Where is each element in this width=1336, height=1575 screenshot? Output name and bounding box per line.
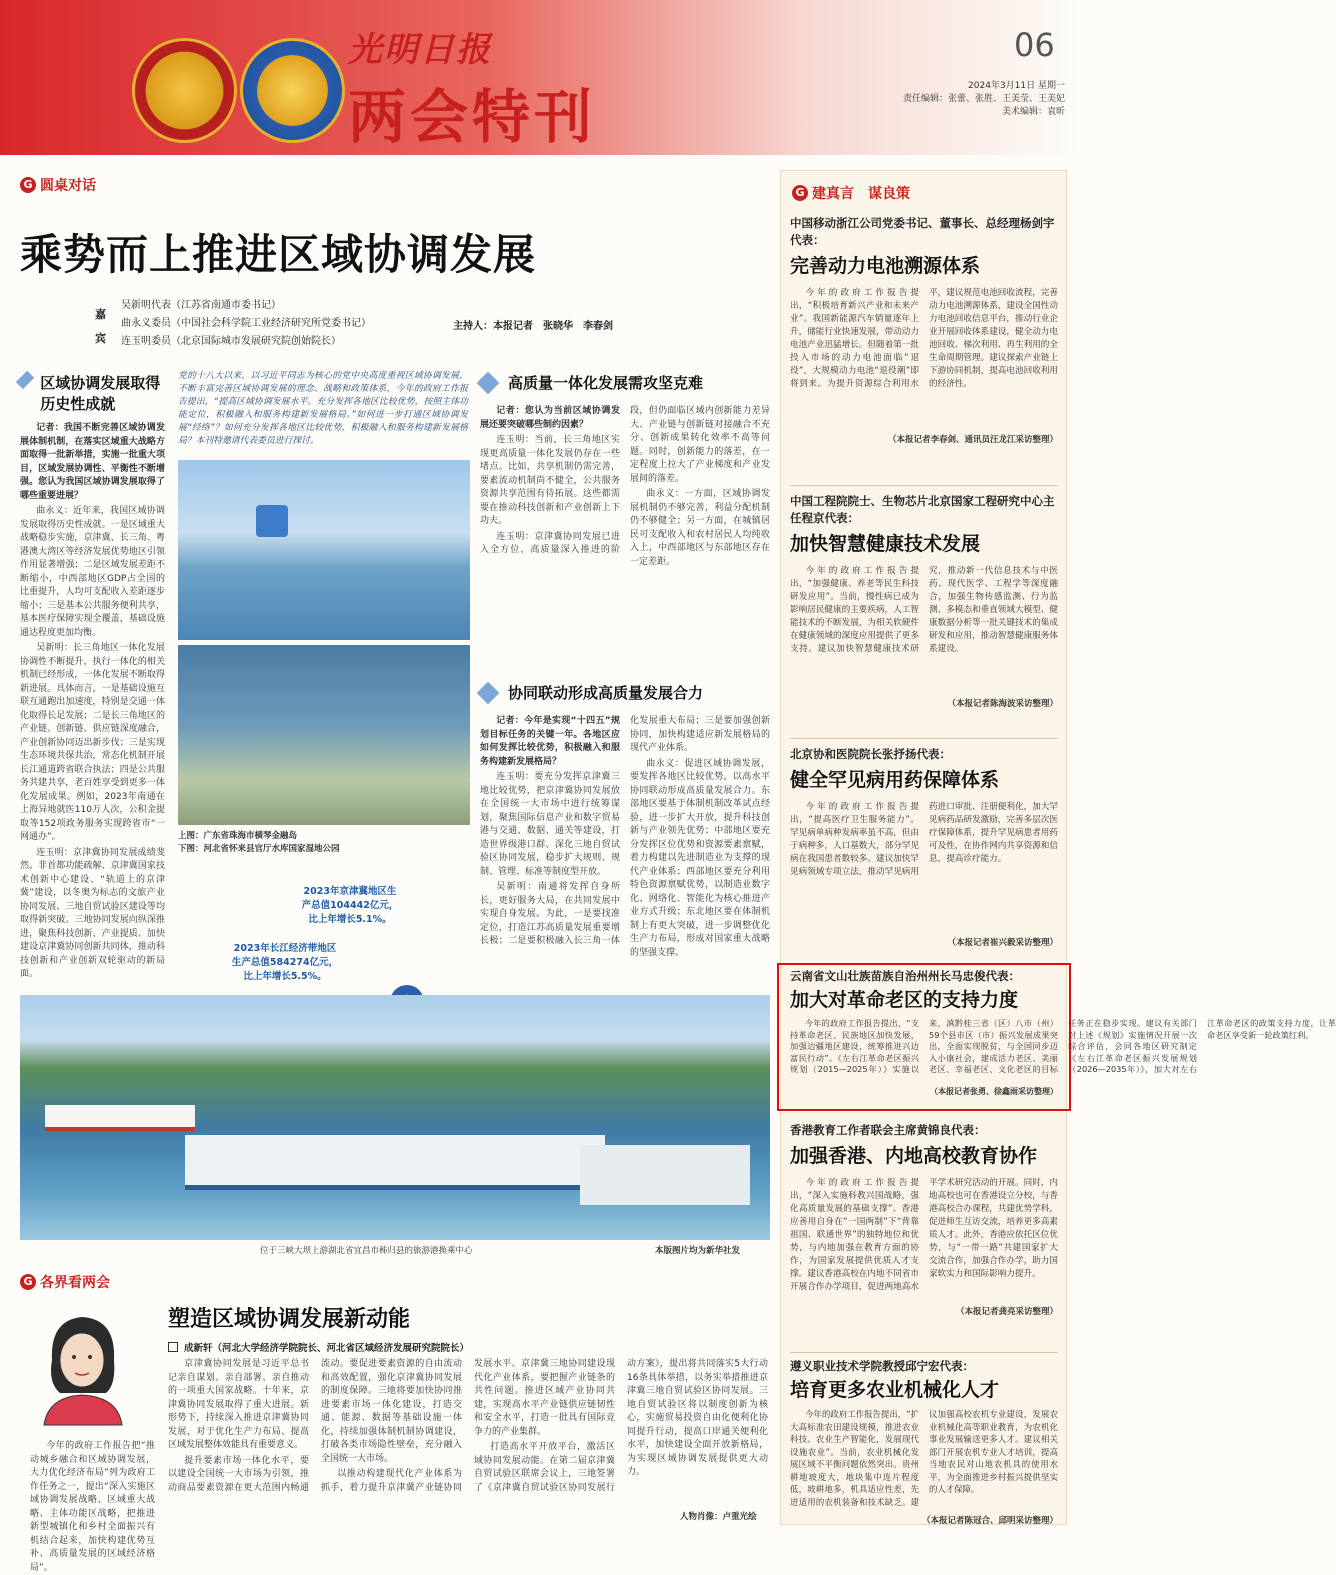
bar-chart-icon [256, 505, 288, 537]
issue-date: 2024年3月11日 星期一 [968, 81, 1065, 91]
divider [790, 485, 1058, 486]
report-6-head: 培育更多农业机械化人才 [790, 1379, 1000, 1401]
report-2-title: 中国工程院院士、生物芯片北京国家工程研究中心主任程京代表： [790, 494, 1055, 525]
guests-list [121, 297, 371, 351]
section-1-body: 记者：我国不断完善区域协调发展体制机制，在落实区域重大战略方面取得一批新举措，实施一批重大项目，区域发展协调性、平衡性不断增强。您认为我国区域协调发展取得了哪些重要进展？ 曲永义：近年来，我国区域协调发展取得历史性成就。一是区域重大战略稳步实施，京津冀、长三角、粤港澳大湾区等经济发展优势地区引领作用显著增强；二是区域发展差距不断缩小，中西部地区GDP占全国的比重提升，人均可支配收入差距逐步缩小；三是基本公共服务便利共享，基本医疗保障实现全覆盖，基础设施通达程度更加均衡。 吴新明：长三角地区一体化发展协调性不断提升，执行一体化的相关机制已经形成，一体化发展不断取得新进展。具体而言，一是基础设施互联互通跑出加速度，特别是交通一体化取得长足发展；二是长三角地区的产业链、创新链、供应链深度融合，产业创新协同迈出新步伐；三是实现生态环境共保共治，常态化机制开展长江通道跨省联合执法；四是公共服务共建共享，老百姓享受到更多一体化发展成果。例如，2023年南通在上海异地就医110万人次，公积金提取等152项政务服务实现跨省市“一网通办”。 连玉明：京津冀协同发展成绩斐然。非首都功能疏解、京津冀国家技术创新中心建设、“轨道上的京津冀”建设，以冬奥为标志的文旅产业协同发展、三地自贸试验区建设等均取得新突破。三地协同发展向纵深推进，聚焦科技创新、产业提质、加快建设京津冀协同创新共同体，推动科技创新和产业创新双轮驱动的新局面。 [20, 423, 165, 979]
opinion-author: 成新轩（河北大学经济学院院长、河北省区域经济发展研究院院长） [168, 1340, 469, 1354]
section-2-body: 记者：您认为当前区域协调发展还要突破哪些制约因素？ 连玉明：当前，长三角地区实现更高质量一体化发展仍存在一些堵点。比如，共享机制仍需完善，要素流动机制尚不健全，公共服务资源共享范围有待拓展。这些都需要在推动科技创新和产业创新上下功夫。 连玉明：京津冀协同发展已进入全方位、高质量深入推进的阶段，但仍面临区域内创新能力差异大、产业链与创新链对接融合不充分、创新成果转化效率不高等问题。同时，创新能力的落差，在一定程度上拉大了产业梯度和产业发展间的落差。 曲永义：一方面，区域协调发展机制仍不够完善，利益分配机制仍不够健全；另一方面，在城镇居民可支配收入和农村居民人均纯收入上，中西部地区与东部地区存在一定差距。 [480, 406, 770, 567]
report-3-credit: （本报记者崔兴毅采访整理） [947, 938, 1058, 948]
host-line: 主持人：本报记者 张晓华 李春剑 [453, 321, 613, 332]
editors-line: 责任编辑：张蕾、张胜、王美莹、王美妃 [902, 94, 1065, 104]
report-5-title: 香港教育工作者联会主席黄锦良代表： [790, 1123, 986, 1137]
edition-info [870, 80, 1065, 119]
report-4 [790, 968, 1336, 1097]
report-1-head: 完善动力电池溯源体系 [790, 255, 981, 277]
report-2-credit: （本报记者陈海波采访整理） [947, 699, 1058, 709]
report-3-text: 今年的政府工作报告提出，“提高医疗卫生服务能力”。罕见病单病种发病率虽不高，但由于病种多，人口基数大，部分罕见病在我国患者数较多。建议加快罕见病领域专项立法，推动罕见病用药进口审批、注册便利化，加大罕见病药品研发激励，完善多层次医疗保障体系，提升罕见病患者用药可及性，在协作网内共享资源和信息，提高诊疗能力。 [790, 802, 1058, 877]
section-1-title: 区域协调发展取得历史性成就 [40, 374, 161, 413]
section-3-body: 记者：今年是实现“十四五”规划目标任务的关键一年。各地区应如何发挥比较优势，积极融入和服务构建新发展格局？ 连玉明：要充分发挥京津冀三地比较优势，把京津冀协同发展放在全国统一大市场中进行统筹谋划，聚焦国际信息产业和数字贸易港与交通、数据、通关等建设，打造世界级港口群、深化三地自贸试验区协同发展，稳步扩大规则、规制、管理、标准等制度型开放。 吴新明：南通将发挥自身所长，更好服务大局，在共同发展中实现自身发展。为此，一是要找准定位，打造江苏高质量发展重要增长极；二是要积极融入长三角一体化发展重大布局；三是要加强创新协同，加快构建适应新发展格局的现代产业体系。 曲永义：促进区域协调发展，要发挥各地区比较优势，以高水平协同联动形成高质量发展合力。东部地区要基于体制机制改革试点经验，进一步扩大开放，提升科技创新与产业领先优势；中部地区要充分发挥区位优势和资源要素禀赋，着力构建以先进制造业为支撑的现代产业体系；西部地区要充分利用特色资源禀赋优势，以制造业数字化、网络化、智能化为核心推进产业方式升级；东北地区要在体制机制上有更大突破，进一步调整优化生产力布局，形成对国家重大战略的坚强支撑。 [480, 716, 770, 958]
report-1-text: 今年的政府工作报告提出，“积极培育新兴产业和未来产业”。我国新能源汽车销量逐年上升，储能行业快速发展，带动动力电池产业迅猛增长。但随着第一批投入市场的动力电池面临“退役”，大规模动力电池“退役潮”即将到来。为提升资源综合利用水平，建议规范电池回收流程，完善动力电池溯源体系，建设全国性动力电池回收信息平台，推动行业企业开展回收体系建设，健全动力电池回收、梯次利用、再生利用的全生命周期管理。建议探索产业链上下游协同机制，提高电池回收利用的经济性。 [790, 288, 1058, 389]
report-5 [790, 1122, 1058, 1317]
section-tag-opinions: G 各界看两会 [20, 1272, 110, 1292]
stat-yangtze: 2023年长江经济带地区生产总值584274亿元，比上年增长5.5%。 [231, 943, 339, 982]
report-6 [790, 1358, 1058, 1526]
report-6-credit: （本报记者陈冠合、邱明采访整理） [921, 1516, 1058, 1526]
report-1-title: 中国移动浙江公司党委书记、董事长、总经理杨剑宇代表： [790, 216, 1055, 247]
guest-1: 吴新明代表（江苏省南通市委书记） [121, 300, 281, 311]
guest-2: 曲永义委员（中国社会科学院工业经济研究所党委书记） [121, 318, 371, 329]
g-logo-icon: G [20, 1274, 36, 1290]
national-emblem-icon [132, 38, 237, 143]
report-2 [790, 493, 1058, 709]
opinion-body: 京津冀协同发展是习近平总书记亲自谋划、亲自部署、亲自推动的一项重大国家战略。十年来，京津冀协同发展取得了重大进展。新形势下，持续深入推进京津冀协同发展，对于优化生产力布局、提高区域发展整体效能具有重要意义。 提升要素市场一体化水平，要以建设全国统一大市场为引领，推动商品要素资源在更大范围内畅通流动。要促进要素资源的自由流动和高效配置，强化京津冀协同发展的制度保障。三地将要加快协同推进要素市场一体化建设，打造交通、能源、数据等基础设施一体化，持续加强体制机制协调建设，打破各类市场隐性壁垒，充分融入全国统一大市场。 以推动构建现代化产业体系为抓手，着力提升京津冀产业链协同发展水平。京津冀三地协同建设现代化产业体系，要把握产业链条的共性问题。推进区域产业协同共建，实现高水平产业链供应链韧性和安全水平，打造一批具有国际竞争力的产业集群。 打造高水平开放平台，激活区域协同发展动能。在第二届京津冀自贸试验区联席会议上，三地签署了《京津冀自贸试验区协同发展行动方案》，提出将共同落实5大行动16条具体举措，以务实举措推进京津冀三地自贸试验区协同发展。三地自贸试验区将以制度创新为核心，实施贸易投资自由化便利化协同提升行动，提高口岸通关便利化水平，加快建设全面开放新格局，为实现区域协调发展提供更大动力。 [168, 1359, 768, 1493]
sidebar-section-tag: G 建真言 谋良策 [792, 183, 910, 203]
section-3-title: 协同联动形成高质量发展合力 [508, 684, 704, 702]
report-5-text: 今年的政府工作报告提出，“深入实施科教兴国战略，强化高质量发展的基础支撑”。香港应善用自身在“一国两制”下“背靠祖国、联通世界”的独特地位和优势，与内地加强在教育方面的协作，为国家发展提供优质人才支撑。建议香港高校在内地不同省市开展合作办学项目，促进两地高水平学术研究活动的开展。同时，内地高校也可在香港设立分校，与香港高校合办课程，共建优势学科，促进师生互访交流，培养更多高素质人才。此外，香港应依托区位优势，与“一带一路”共建国家扩大交流合作，加强合作办学，助力国家软实力和国际影响力提升。 [790, 1178, 1058, 1292]
report-3-head: 健全罕见病用药保障体系 [790, 769, 1000, 791]
photo-credit: 本版图片均为新华社发 [655, 1246, 741, 1256]
report-1-credit: （本报记者李春剑、通讯员汪龙江采访整理） [887, 435, 1058, 445]
brand-logo: 光明日报 [348, 30, 492, 70]
divider [790, 738, 1058, 739]
report-3 [790, 746, 1058, 948]
diamond-icon [477, 681, 500, 704]
report-4-text: 今年的政府工作报告提出，“支持革命老区、民族地区加快发展，加强边疆地区建设，统筹推进兴边富民行动”。《左右江革命老区振兴规划（2015—2025年）》实施以来，滇黔桂三省（区）八市（州）59个县市区（市）振兴发展成果突出，全面实现脱贫，与全国同步迈入小康社会，建成活力老区、美丽老区、幸福老区、文化老区的目标任务正在稳步实现。建议有关部门对上述《规划》实施情况开展一次综合评估，会同各地区研究制定《左右江革命老区振兴发展规划（2026—2035年）》，加大对左右江革命老区的政策支持力度，让革命老区享受新一轮政策红利。 [790, 1018, 1336, 1074]
cppcc-emblem-icon [240, 38, 345, 143]
page-number: 06 [1014, 26, 1055, 64]
diamond-icon [477, 371, 500, 394]
square-icon [168, 1342, 178, 1352]
report-3-title: 北京协和医院院长张抒扬代表： [790, 747, 951, 761]
guests-label: 嘉宾 [95, 308, 106, 345]
photo-captions: 上图：广东省珠海市横琴金融岛 下图：河北省怀来县官厅水库国家湿地公园 [178, 831, 340, 854]
special-title: 两会特刊 [348, 83, 597, 151]
report-6-text: 今年的政府工作报告提出，“扩大高标准农田建设规模，推进农业科技、农业生产智能化，发展现代设施农业”。当前，农业机械化发展区域不平衡问题依然突出。贵州耕地坡度大，地块集中连片程度低，坡耕地多，机具适应性差，先进适用的农机装备和技术缺乏。建议加强高校农机专业建设，发展农业机械化高等职业教育，为农机化事业发展输送更多人才。建议相关部门开展农机专业人才培训，提高当地农民对山地农机具的使用水平，为全面推进乡村振兴提供坚实的人才保障。 [790, 1409, 1058, 1507]
photo-three-gorges-port [20, 995, 770, 1240]
photo-wetland-cranes [178, 645, 470, 825]
report-2-head: 加快智慧健康技术发展 [790, 533, 981, 555]
report-1 [790, 215, 1058, 445]
guests-block [95, 297, 775, 352]
report-2-text: 今年的政府工作报告提出，“加强健康、养老等民生科技研发应用”。当前，慢性病已成为影响居民健康的主要疾病，人工智能技术的不断发展，为相关软硬件在健康领域的深度应用提供了更多支持。建议加快智慧健康技术研究，推动新一代信息技术与中医药、现代医学、工程学等深度融合，加强生物传感监测、行为监测、多模态和垂直领域大模型、健康数据分析等一批关键技术的集成研发和应用，推动智慧健康服务体系建设。 [790, 566, 1058, 654]
photo-hengqin-island [178, 460, 470, 640]
photo-caption-port: 位于三峡大坝上游湖北省宜昌市秭归县的旅游港换乘中心 [260, 1246, 473, 1256]
report-4-head: 加大对革命老区的支持力度 [790, 989, 1019, 1011]
divider [790, 1352, 1058, 1353]
report-4-title: 云南省文山壮族苗族自治州州长马忠俊代表： [790, 969, 1020, 983]
pier-building [580, 1145, 750, 1205]
opinion-headline: 塑造区域协调发展新动能 [168, 1306, 411, 1332]
intro-text: 党的十八大以来，以习近平同志为核心的党中央高度重视区域协调发展，不断丰富完善区域协调发展的理念、战略和政策体系，今年的政府工作报告提出，“提高区域协调发展水平。充分发挥各地区比较优势，按照主体功能定位，积极融入和服务构建新发展格局。”如何进一步打通区域协调发展“经络”？如何充分发挥各地区比较优势，积极融入和服务构建新发展格局？本刊特邀请代表委员进行探讨。 [178, 371, 468, 446]
diamond-icon [16, 371, 35, 390]
report-5-head: 加强香港、内地高校教育协作 [790, 1145, 1038, 1167]
report-4-credit: （本报记者张勇、徐鑫雨采访整理） [930, 1087, 1058, 1096]
main-headline: 乘势而上推进区域协调发展 [20, 230, 537, 279]
cruise-ship-2 [185, 1135, 605, 1190]
portrait-credit: 人物肖像：卢重光绘 [680, 1512, 757, 1522]
art-editor-line: 美术编辑：袁昕 [1001, 107, 1065, 117]
report-5-credit: （本报记者龚亮采访整理） [955, 1307, 1058, 1317]
section-2-title: 高质量一体化发展需攻坚克难 [508, 374, 704, 392]
author-portrait [30, 1305, 135, 1425]
section-3 [480, 682, 770, 1005]
section-2 [480, 372, 770, 675]
guest-3: 连玉明委员（北京国际城市发展研究院创始院长） [121, 336, 341, 347]
stat-jingjinji: 2023年京津冀地区生产总值104442亿元，比上年增长5.1%。 [301, 886, 399, 925]
cruise-ship-1 [45, 1105, 195, 1131]
report-6-title: 遵义职业技术学院教授邱宁宏代表： [790, 1359, 974, 1373]
section-1 [20, 372, 165, 1042]
g-logo-icon: G [20, 177, 36, 193]
opinion-col-1: 今年的政府工作报告把“推动城乡融合和区域协调发展，大力优化经济布局”列为政府工作任务之一，提出“深入实施区域协调发展战略、区域重大战略、主体功能区战略，把推进新型城镇化和乡村全面振兴有机结合起来，加快构建优势互补、高质量发展的区域经济格局”。 [30, 1441, 155, 1573]
section-tag-roundtable: G 圆桌对话 [20, 175, 96, 195]
g-logo-icon: G [792, 185, 808, 201]
